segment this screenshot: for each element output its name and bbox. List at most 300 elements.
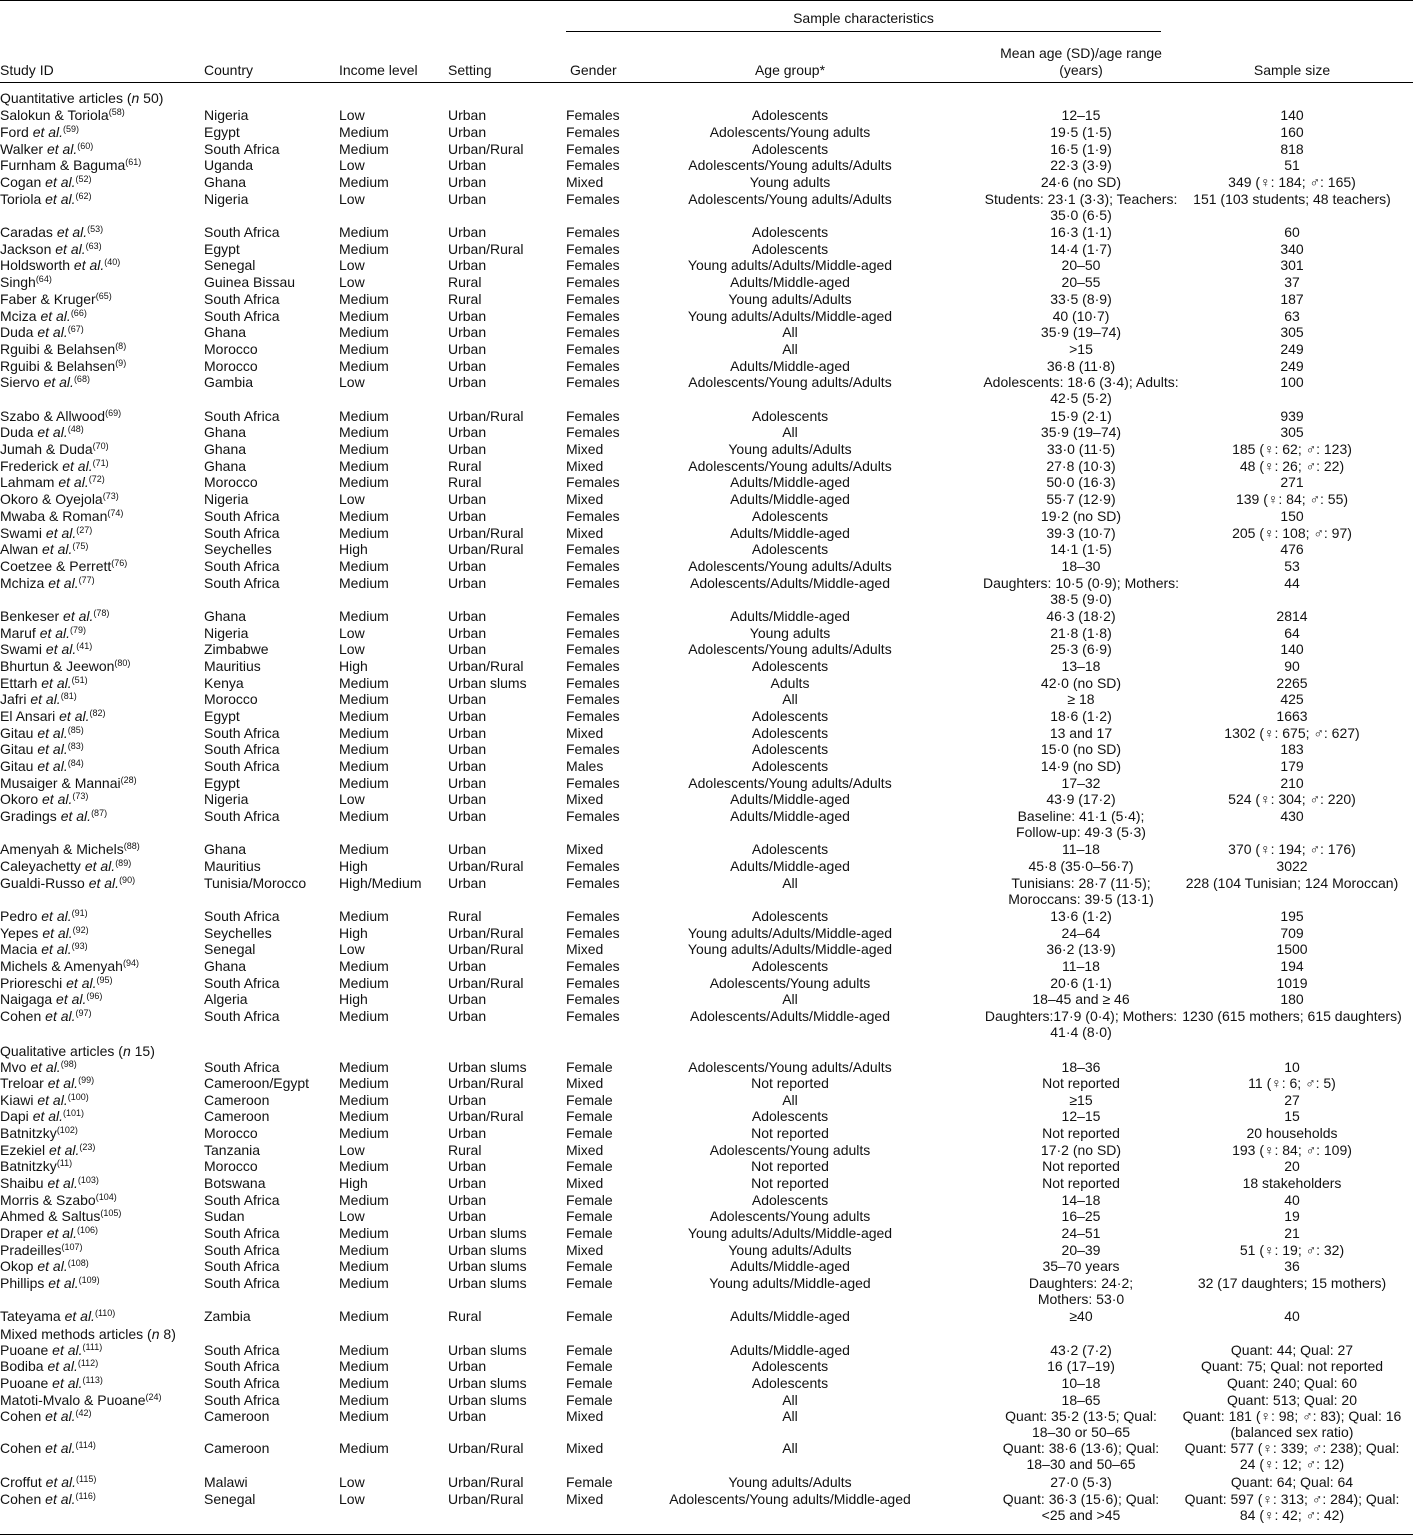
study-id-cell bbox=[0, 1375, 103, 1391]
income-level-cell: Medium bbox=[339, 1440, 389, 1456]
setting-cell: Urban bbox=[448, 558, 487, 574]
section-label: Mixed methods articles (n 8) bbox=[0, 1326, 176, 1342]
table-row bbox=[0, 1358, 1413, 1375]
age-group-cell: Young adults bbox=[749, 174, 831, 190]
reference-number: (100) bbox=[67, 1092, 89, 1102]
gender-cell: Females bbox=[566, 608, 620, 624]
setting-cell: Urban slums bbox=[448, 1375, 527, 1391]
reference-number: (82) bbox=[89, 708, 106, 718]
table-row bbox=[0, 191, 1413, 223]
mean-age-cell: Quant: 35·2 (13·5; Qual: bbox=[1005, 1408, 1157, 1424]
income-level-cell: Medium bbox=[339, 908, 389, 924]
mean-age-cell: 19·2 (no SD) bbox=[1040, 508, 1122, 524]
gender-cell: Females bbox=[566, 858, 620, 874]
table-row bbox=[0, 124, 1413, 141]
table-row bbox=[0, 1408, 1413, 1440]
gender-cell: Females bbox=[566, 224, 620, 240]
gender-cell: Females bbox=[566, 558, 620, 574]
reference-number: (114) bbox=[75, 1440, 96, 1450]
sample-size-cell: 301 bbox=[1280, 257, 1304, 273]
country-cell: South Africa bbox=[204, 1358, 280, 1374]
reference-number: (110) bbox=[94, 1308, 116, 1318]
mean-age-cell: Not reported bbox=[1042, 1175, 1120, 1191]
study-id-cell bbox=[0, 491, 119, 507]
country-cell: Morocco bbox=[204, 691, 258, 707]
income-level-cell: Low bbox=[339, 1491, 365, 1507]
age-group-cell: Adolescents/Adults/Middle-aged bbox=[689, 1008, 890, 1024]
col-header-country: Country bbox=[204, 62, 254, 78]
gender-cell: Females bbox=[566, 257, 620, 273]
mean-age-cell: 46·3 (18·2) bbox=[1046, 608, 1116, 624]
income-level-cell: High bbox=[339, 1175, 368, 1191]
study-id: Ahmed & Saltus bbox=[0, 1208, 101, 1224]
study-id: Gitau et al. bbox=[0, 758, 68, 774]
setting-cell: Urban bbox=[448, 808, 487, 824]
reference-number: (115) bbox=[76, 1474, 97, 1484]
table-row bbox=[0, 308, 1413, 325]
study-id-cell bbox=[0, 1158, 72, 1174]
mean-age-cell: 17–32 bbox=[1061, 775, 1101, 791]
mean-age-cell: 17·2 (no SD) bbox=[1040, 1142, 1122, 1158]
study-id: Draper et al. bbox=[0, 1225, 78, 1241]
reference-number: (77) bbox=[78, 575, 95, 585]
reference-number: (11) bbox=[56, 1158, 73, 1168]
sample-size-cell: 20 bbox=[1284, 1158, 1300, 1174]
study-id-cell bbox=[0, 1192, 117, 1208]
income-level-cell: Medium bbox=[339, 708, 389, 724]
reference-number: (105) bbox=[100, 1208, 122, 1218]
country-cell: Malawi bbox=[204, 1474, 248, 1490]
table-row bbox=[0, 441, 1413, 458]
table-row bbox=[0, 374, 1413, 406]
col-header-age-group: Age group* bbox=[754, 62, 826, 78]
col-header-sample-size: Sample size bbox=[1253, 62, 1331, 78]
age-group-cell: Adolescents bbox=[751, 958, 829, 974]
reference-number: (27) bbox=[76, 525, 93, 535]
age-group-cell: Adults/Middle-aged bbox=[730, 858, 850, 874]
country-cell: Ghana bbox=[204, 441, 247, 457]
study-id: Toriola et al. bbox=[0, 191, 76, 207]
age-group-cell: Adolescents/Young adults/Adults bbox=[688, 558, 892, 574]
income-level-cell: Medium bbox=[339, 808, 389, 824]
study-id-cell bbox=[0, 1258, 89, 1274]
table-row bbox=[0, 841, 1413, 858]
sample-size-cell-line2: 84 (♀: 42; ♂: 42) bbox=[1239, 1507, 1345, 1523]
country-cell: Mauritius bbox=[204, 858, 261, 874]
setting-cell: Urban bbox=[448, 1358, 487, 1374]
gender-cell: Females bbox=[566, 958, 620, 974]
study-id: Bodiba et al. bbox=[0, 1358, 78, 1374]
income-level-cell: Low bbox=[339, 491, 365, 507]
study-id: Gradings et al. bbox=[0, 808, 92, 824]
sample-size-cell: 194 bbox=[1280, 958, 1304, 974]
study-id-cell bbox=[0, 1075, 94, 1091]
age-group-cell: Young adults/Adults bbox=[728, 1474, 852, 1490]
header-bottom-rule bbox=[0, 82, 1413, 83]
country-cell: Ghana bbox=[204, 608, 247, 624]
country-cell: Senegal bbox=[204, 1491, 256, 1507]
setting-cell: Urban slums bbox=[448, 1225, 527, 1241]
study-id: Siervo et al. bbox=[0, 374, 74, 390]
country-cell: Cameroon bbox=[204, 1092, 270, 1108]
study-id: Salokun & Toriola bbox=[0, 107, 109, 123]
age-group-cell: All bbox=[782, 691, 798, 707]
gender-cell: Female bbox=[566, 1125, 613, 1141]
income-level-cell: Medium bbox=[339, 291, 389, 307]
setting-cell: Urban/Rural bbox=[448, 658, 524, 674]
age-group-cell: Adolescents/Young adults/Adults bbox=[688, 641, 892, 657]
age-group-cell: Not reported bbox=[751, 1125, 829, 1141]
setting-cell: Urban bbox=[448, 758, 487, 774]
study-id: Croffut et al. bbox=[0, 1474, 77, 1490]
reference-number: (116) bbox=[75, 1491, 96, 1501]
study-id: Treloar et al. bbox=[0, 1075, 79, 1091]
country-cell: Cameroon bbox=[204, 1440, 270, 1456]
study-id-cell bbox=[0, 1008, 92, 1024]
country-cell: South Africa bbox=[204, 725, 280, 741]
mean-age-cell: 40 (10·7) bbox=[1052, 308, 1110, 324]
setting-cell: Urban/Rural bbox=[448, 1075, 524, 1091]
reference-number: (73) bbox=[72, 791, 89, 801]
sample-size-cell: 193 (♀: 84; ♂: 109) bbox=[1232, 1142, 1352, 1158]
age-group-cell: Adolescents/Young adults bbox=[709, 1142, 871, 1158]
gender-cell: Female bbox=[566, 1308, 613, 1324]
setting-cell: Urban bbox=[448, 1408, 487, 1424]
mean-age-cell: 25·3 (6·9) bbox=[1050, 641, 1112, 657]
setting-cell: Urban bbox=[448, 691, 487, 707]
income-level-cell: Medium bbox=[339, 725, 389, 741]
reference-number: (95) bbox=[96, 975, 113, 985]
country-cell: Nigeria bbox=[204, 191, 249, 207]
setting-cell: Urban/Rural bbox=[448, 525, 524, 541]
income-level-cell: Medium bbox=[339, 424, 389, 440]
gender-cell: Mixed bbox=[566, 1075, 604, 1091]
study-id-cell bbox=[0, 474, 105, 490]
study-id-cell bbox=[0, 241, 102, 257]
reference-number: (67) bbox=[67, 324, 84, 334]
mean-age-cell: 33·5 (8·9) bbox=[1050, 291, 1112, 307]
sample-size-cell: 160 bbox=[1280, 124, 1304, 140]
age-group-cell: Adolescents/Young adults/Adults bbox=[688, 374, 892, 390]
reference-number: (106) bbox=[77, 1225, 99, 1235]
table-row bbox=[0, 641, 1413, 658]
sample-size-cell: 19 bbox=[1284, 1208, 1300, 1224]
reference-number: (111) bbox=[82, 1342, 103, 1352]
income-level-cell: Medium bbox=[339, 958, 389, 974]
gender-cell: Females bbox=[566, 191, 620, 207]
mean-age-cell: 12–15 bbox=[1061, 1108, 1101, 1124]
country-cell: Morocco bbox=[204, 1158, 258, 1174]
reference-number: (109) bbox=[78, 1275, 100, 1285]
table-row bbox=[0, 1208, 1413, 1225]
sample-size-cell: 180 bbox=[1280, 991, 1304, 1007]
mean-age-cell: 15·0 (no SD) bbox=[1040, 741, 1122, 757]
sample-size-cell: 51 bbox=[1284, 157, 1300, 173]
study-id: Kiawi et al. bbox=[0, 1092, 68, 1108]
study-id-cell bbox=[0, 374, 90, 390]
gender-cell: Female bbox=[566, 1342, 613, 1358]
mean-age-cell-line2: 18–30 and 50–65 bbox=[1026, 1456, 1136, 1472]
sample-size-cell: 349 (♀: 184; ♂: 165) bbox=[1228, 174, 1356, 190]
setting-cell: Urban/Rural bbox=[448, 541, 524, 557]
table-row bbox=[0, 791, 1413, 808]
table-row bbox=[0, 408, 1413, 425]
sample-size-cell: 32 (17 daughters; 15 mothers) bbox=[1197, 1275, 1387, 1291]
study-id: Mchiza et al. bbox=[0, 575, 79, 591]
study-id-cell bbox=[0, 691, 77, 707]
table-row bbox=[0, 341, 1413, 358]
study-id: Jafri et al. bbox=[0, 691, 61, 707]
sample-size-cell: Quant: 597 (♀: 313; ♂: 284); Qual: bbox=[1184, 1491, 1400, 1507]
study-id-cell bbox=[0, 1474, 96, 1490]
sample-size-cell: 40 bbox=[1284, 1308, 1300, 1324]
age-group-cell: Young adults/Adults/Middle-aged bbox=[687, 925, 893, 941]
country-cell: Egypt bbox=[204, 708, 240, 724]
country-cell: South Africa bbox=[204, 224, 280, 240]
study-id: Morris & Szabo bbox=[0, 1192, 96, 1208]
sample-size-cell: 64 bbox=[1284, 625, 1300, 641]
reference-number: (42) bbox=[75, 1408, 92, 1418]
income-level-cell: Medium bbox=[339, 174, 389, 190]
age-group-cell: Adults bbox=[770, 675, 810, 691]
country-cell: South Africa bbox=[204, 908, 280, 924]
age-group-cell: All bbox=[782, 1092, 798, 1108]
reference-number: (48) bbox=[67, 424, 84, 434]
table-row bbox=[0, 1092, 1413, 1109]
income-level-cell: Medium bbox=[339, 525, 389, 541]
mean-age-cell: 20–50 bbox=[1061, 257, 1101, 273]
gender-cell: Females bbox=[566, 708, 620, 724]
mean-age-cell: 21·8 (1·8) bbox=[1050, 625, 1112, 641]
table-row bbox=[0, 741, 1413, 758]
income-level-cell: Low bbox=[339, 941, 365, 957]
sample-size-cell: 15 bbox=[1284, 1108, 1300, 1124]
reference-number: (83) bbox=[67, 741, 84, 751]
sample-size-cell: 37 bbox=[1284, 274, 1300, 290]
sample-size-cell-line2: 24 (♀: 12; ♂: 12) bbox=[1239, 1456, 1345, 1472]
age-group-cell: Adolescents bbox=[751, 1192, 829, 1208]
income-level-cell: Low bbox=[339, 191, 365, 207]
country-cell: Egypt bbox=[204, 775, 240, 791]
study-id: Gualdi-Russo et al. bbox=[0, 875, 120, 891]
income-level-cell: Medium bbox=[339, 1408, 389, 1424]
reference-number: (71) bbox=[92, 458, 109, 468]
sample-size-cell: 140 bbox=[1280, 107, 1304, 123]
sample-size-cell: 53 bbox=[1284, 558, 1300, 574]
study-id: Caleyachetty et al. bbox=[0, 858, 116, 874]
setting-cell: Rural bbox=[448, 908, 482, 924]
setting-cell: Urban/Rural bbox=[448, 1440, 524, 1456]
age-group-cell: All bbox=[782, 341, 798, 357]
income-level-cell: Medium bbox=[339, 608, 389, 624]
age-group-cell: All bbox=[782, 324, 798, 340]
gender-cell: Mixed bbox=[566, 1491, 604, 1507]
income-level-cell: Low bbox=[339, 641, 365, 657]
income-level-cell: Medium bbox=[339, 141, 389, 157]
sample-size-cell: Quant: 181 (♀: 98; ♂: 83); Qual: 16 bbox=[1182, 1408, 1402, 1424]
study-id-cell bbox=[0, 441, 109, 457]
gender-cell: Female bbox=[566, 1192, 613, 1208]
sample-size-cell: 1500 bbox=[1276, 941, 1308, 957]
gender-cell: Mixed bbox=[566, 441, 604, 457]
setting-cell: Urban slums bbox=[448, 675, 527, 691]
reference-number: (52) bbox=[75, 174, 92, 184]
setting-cell: Urban slums bbox=[448, 1392, 527, 1408]
age-group-cell: Not reported bbox=[751, 1075, 829, 1091]
study-id: Swami et al. bbox=[0, 641, 77, 657]
table-row bbox=[0, 291, 1413, 308]
gender-cell: Females bbox=[566, 424, 620, 440]
study-id-cell bbox=[0, 725, 84, 741]
gender-cell: Females bbox=[566, 541, 620, 557]
sample-size-cell: 1230 (615 mothers; 615 daughters) bbox=[1182, 1008, 1402, 1024]
reference-number: (91) bbox=[71, 908, 88, 918]
income-level-cell: Medium bbox=[339, 224, 389, 240]
age-group-cell: Young adults/Adults bbox=[728, 291, 852, 307]
age-group-cell: Adolescents bbox=[751, 741, 829, 757]
table-row bbox=[0, 975, 1413, 992]
setting-cell: Urban bbox=[448, 174, 487, 190]
study-id: Holdsworth et al. bbox=[0, 257, 105, 273]
age-group-cell: Young adults/Adults/Middle-aged bbox=[687, 941, 893, 957]
age-group-cell: Young adults/Adults/Middle-aged bbox=[687, 1225, 893, 1241]
mean-age-cell: Not reported bbox=[1042, 1075, 1120, 1091]
sample-size-cell: 210 bbox=[1280, 775, 1304, 791]
country-cell: Senegal bbox=[204, 941, 256, 957]
income-level-cell: Medium bbox=[339, 474, 389, 490]
mean-age-cell-line2: Moroccans: 39·5 (13·1) bbox=[1008, 891, 1154, 907]
reference-number: (113) bbox=[82, 1375, 103, 1385]
reference-number: (104) bbox=[95, 1192, 117, 1202]
gender-cell: Female bbox=[566, 1059, 613, 1075]
mean-age-cell-line2: 18–30 or 50–65 bbox=[1031, 1424, 1131, 1440]
study-id-cell bbox=[0, 908, 88, 924]
mean-age-cell: 10–18 bbox=[1061, 1375, 1101, 1391]
gender-cell: Females bbox=[566, 975, 620, 991]
table-row bbox=[0, 274, 1413, 291]
mean-age-cell: 35·9 (19–74) bbox=[1040, 324, 1122, 340]
study-id-cell bbox=[0, 675, 88, 691]
income-level-cell: Medium bbox=[339, 1392, 389, 1408]
age-group-cell: Adolescents bbox=[751, 107, 829, 123]
income-level-cell: Medium bbox=[339, 124, 389, 140]
reference-number: (61) bbox=[125, 157, 142, 167]
age-group-cell: Young adults bbox=[749, 625, 831, 641]
reference-number: (59) bbox=[63, 124, 80, 134]
table-row bbox=[0, 1242, 1413, 1259]
income-level-cell: High/Medium bbox=[339, 875, 422, 891]
study-id: Coetzee & Perrett bbox=[0, 558, 112, 574]
gender-cell: Mixed bbox=[566, 841, 604, 857]
col-header-mean-age-line1: Mean age (SD)/age range bbox=[1000, 45, 1162, 61]
age-group-cell: All bbox=[782, 1392, 798, 1408]
reference-number: (64) bbox=[35, 274, 52, 284]
setting-cell: Urban bbox=[448, 991, 487, 1007]
gender-cell: Female bbox=[566, 1225, 613, 1241]
study-id-cell bbox=[0, 541, 88, 557]
table-row bbox=[0, 1440, 1413, 1472]
reference-number: (98) bbox=[60, 1059, 77, 1069]
study-id-cell bbox=[0, 1491, 96, 1507]
age-group-cell: Adolescents/Young adults/Adults bbox=[688, 1059, 892, 1075]
mean-age-cell: Quant: 36·3 (15·6); Qual: bbox=[1002, 1491, 1160, 1507]
gender-cell: Females bbox=[566, 808, 620, 824]
sample-size-cell: Quant: 64; Qual: 64 bbox=[1230, 1474, 1354, 1490]
country-cell: South Africa bbox=[204, 1192, 280, 1208]
setting-cell: Urban bbox=[448, 608, 487, 624]
income-level-cell: Low bbox=[339, 625, 365, 641]
study-id: Mvo et al. bbox=[0, 1059, 61, 1075]
reference-number: (89) bbox=[115, 858, 132, 868]
mean-age-cell: 18·6 (1·2) bbox=[1050, 708, 1112, 724]
age-group-cell: All bbox=[782, 1440, 798, 1456]
income-level-cell: Medium bbox=[339, 458, 389, 474]
gender-cell: Males bbox=[566, 758, 604, 774]
study-id-cell bbox=[0, 1275, 100, 1291]
study-id: Swami et al. bbox=[0, 525, 77, 541]
income-level-cell: High bbox=[339, 541, 368, 557]
gender-cell: Females bbox=[566, 875, 620, 891]
setting-cell: Urban bbox=[448, 1208, 487, 1224]
income-level-cell: Medium bbox=[339, 241, 389, 257]
country-cell: Guinea Bissau bbox=[204, 274, 296, 290]
table-row bbox=[0, 1225, 1413, 1242]
sample-size-cell: 27 bbox=[1284, 1092, 1300, 1108]
gender-cell: Female bbox=[566, 1258, 613, 1274]
age-group-cell: All bbox=[782, 424, 798, 440]
study-id-cell bbox=[0, 991, 102, 1007]
sample-size-cell-line2: (balanced sex ratio) bbox=[1230, 1424, 1354, 1440]
study-id-cell bbox=[0, 224, 103, 240]
age-group-cell: Adolescents bbox=[751, 758, 829, 774]
sample-size-cell: 151 (103 students; 48 teachers) bbox=[1193, 191, 1391, 207]
setting-cell: Urban bbox=[448, 741, 487, 757]
country-cell: South Africa bbox=[204, 975, 280, 991]
income-level-cell: Medium bbox=[339, 358, 389, 374]
setting-cell: Urban bbox=[448, 358, 487, 374]
sample-size-cell: 3022 bbox=[1276, 858, 1308, 874]
sample-size-cell: 185 (♀: 62; ♂: 123) bbox=[1232, 441, 1352, 457]
sample-size-cell: 818 bbox=[1280, 141, 1304, 157]
country-cell: Seychelles bbox=[204, 925, 272, 941]
country-cell: Ghana bbox=[204, 958, 247, 974]
study-id: Ezekiel et al. bbox=[0, 1142, 80, 1158]
income-level-cell: Medium bbox=[339, 1008, 389, 1024]
sample-size-cell: 21 bbox=[1284, 1225, 1300, 1241]
study-id-cell bbox=[0, 875, 135, 891]
table-row bbox=[0, 541, 1413, 558]
sample-size-cell: 476 bbox=[1280, 541, 1304, 557]
gender-cell: Females bbox=[566, 925, 620, 941]
study-id-cell bbox=[0, 408, 121, 424]
age-group-cell: Adolescents bbox=[751, 708, 829, 724]
setting-cell: Urban/Rural bbox=[448, 941, 524, 957]
reference-number: (68) bbox=[73, 374, 90, 384]
sample-size-cell: 90 bbox=[1284, 658, 1300, 674]
country-cell: South Africa bbox=[204, 1242, 280, 1258]
study-id-cell bbox=[0, 858, 131, 874]
sample-size-cell: 271 bbox=[1280, 474, 1304, 490]
study-id: Shaibu et al. bbox=[0, 1175, 78, 1191]
country-cell: Cameroon bbox=[204, 1408, 270, 1424]
country-cell: South Africa bbox=[204, 1275, 280, 1291]
country-cell: Ghana bbox=[204, 174, 247, 190]
table-row bbox=[0, 758, 1413, 775]
table-row bbox=[0, 625, 1413, 642]
country-cell: South Africa bbox=[204, 1008, 280, 1024]
table-row bbox=[0, 1308, 1413, 1325]
study-id-cell bbox=[0, 1440, 96, 1456]
